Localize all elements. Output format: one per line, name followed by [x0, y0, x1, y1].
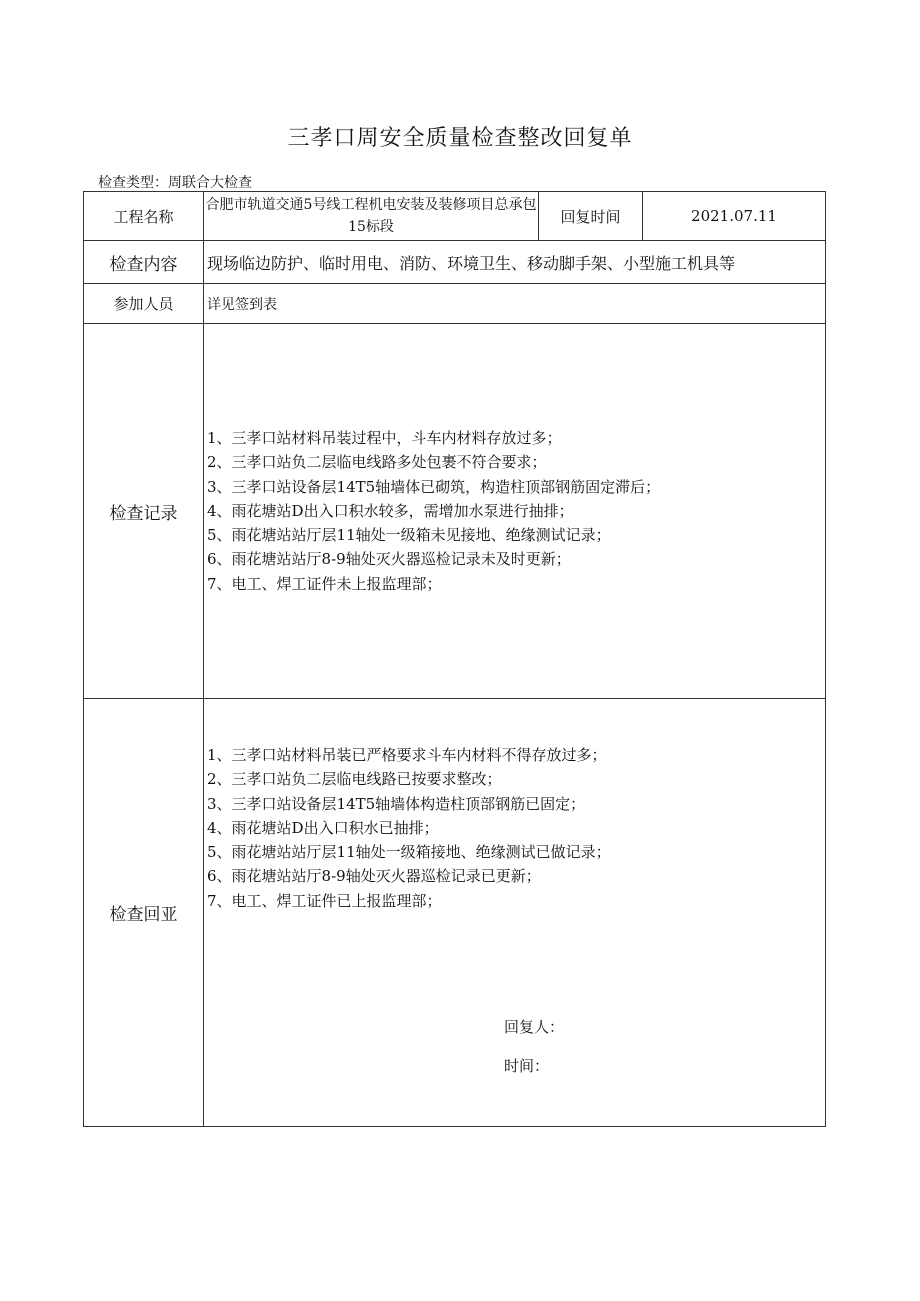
participants-value: 详见签到表 — [204, 284, 826, 324]
reply-time-value: 2021.07.11 — [643, 192, 826, 241]
reply-item-3: 3、三孝口站设备层14T5轴墙体构造柱顶部钢筋已固定； — [207, 794, 586, 813]
record-item-1: 1、三孝口站材料吊装过程中，斗车内材料存放过多； — [207, 428, 562, 447]
rectification-form-table — [83, 191, 826, 1127]
record-item-3: 3、三孝口站设备层14T5轴墙体已砌筑，构造柱顶部钢筋固定滞后； — [207, 477, 661, 496]
reply-label: 检查回亚 — [84, 699, 204, 1127]
record-item-4: 4、雨花塘站D出入口积水较多，需增加水泵进行抽排； — [207, 501, 574, 520]
project-row — [84, 192, 826, 241]
record-row — [84, 324, 826, 699]
time-label: 时间： — [504, 1057, 550, 1075]
replier-label: 回复人： — [504, 1018, 565, 1036]
record-label: 检查记录 — [84, 324, 204, 699]
content-value: 现场临边防护、临时用电、消防、环境卫生、移动脚手架、小型施工机具等 — [204, 241, 826, 284]
record-list — [204, 426, 825, 596]
reply-list — [204, 743, 611, 913]
participants-row — [84, 284, 826, 324]
record-content — [204, 324, 826, 699]
document-title: 三孝口周安全质量检查整改回复单 — [287, 126, 633, 151]
reply-item-4: 4、雨花塘站D出入口积水已抽排； — [207, 818, 439, 837]
reply-time-label: 回复时间 — [539, 192, 643, 241]
reply-item-7: 7、电工、焊工证件已上报监理部； — [207, 891, 442, 910]
record-item-2: 2、三孝口站负二层临电线路多处包裹不符合要求； — [207, 453, 547, 472]
reply-row — [84, 699, 826, 1127]
record-item-7: 7、电工、焊工证件未上报监理部； — [207, 574, 442, 593]
project-name-value: 合肥市轨道交通5号线工程机电安装及装修项目总承包15标段 — [204, 192, 539, 241]
reply-item-2: 2、三孝口站负二层临电线路已按要求整改； — [207, 770, 502, 789]
reply-item-1: 1、三孝口站材料吊装已严格要求斗车内材料不得存放过多； — [207, 746, 607, 764]
record-item-6: 6、雨花塘站站厅8-9轴处灭火器巡检记录未及时更新； — [207, 550, 571, 569]
content-row — [84, 241, 826, 284]
participants-label: 参加人员 — [84, 284, 204, 324]
inspection-type: 检查类型：周联合大检查 — [98, 175, 252, 191]
reply-content — [204, 699, 826, 1127]
project-name-label: 工程名称 — [84, 192, 204, 241]
record-item-5: 5、雨花塘站站厅层11轴处一级箱未见接地、绝缘测试记录； — [207, 526, 611, 545]
reply-item-5: 5、雨花塘站站厅层11轴处一级箱接地、绝缘测试已做记录； — [207, 843, 611, 862]
reply-item-6: 6、雨花塘站站厅8-9轴处灭火器巡检记录已更新； — [207, 867, 541, 886]
content-label: 检查内容 — [84, 241, 204, 284]
